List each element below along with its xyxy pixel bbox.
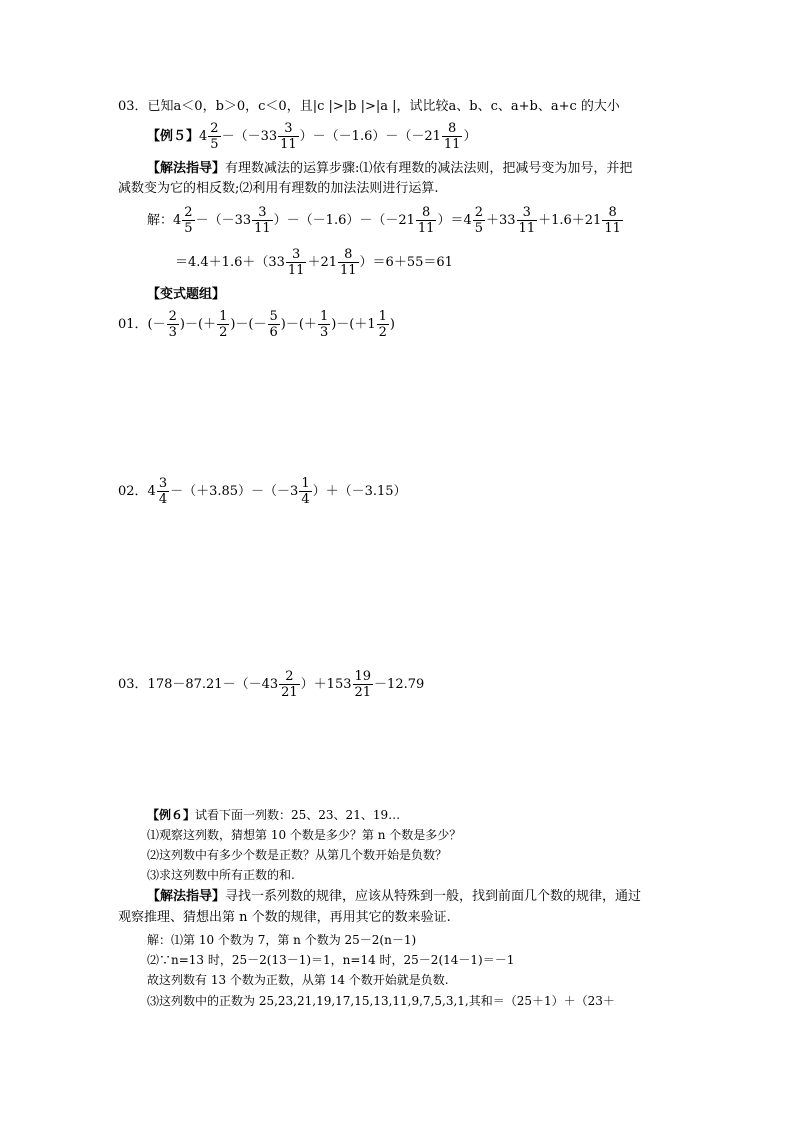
variant-problem-03: 03．178－87.21－（－43 $\frac{2}{21}$ ）＋153 $\frac{19}{21}$ －12.79: [118, 669, 425, 700]
whole-number: 4: [199, 129, 208, 144]
expression-text: －（－33: [221, 129, 278, 144]
example-6-question-1: ⑴观察这列数，猜想第 10 个数是多少？第 n 个数是多少？: [147, 828, 462, 842]
fraction: $\frac{3}{11}$: [280, 121, 297, 152]
example-5: [147, 120, 476, 154]
fraction: $\frac{2}{5}$: [210, 121, 219, 152]
solution-2-line4: ⑶这列数中的正数为 25,23,21,19,17,15,13,11,9,7,5,3,1,其和＝（25＋1）＋（23＋: [147, 994, 615, 1008]
example-6-question-3: ⑶求这列数中所有正数的和.: [147, 868, 295, 882]
variant-problem-01: 01．(－ $\frac{2}{3}$ )－(＋ $\frac{1}{2}$ )－(－ $\frac{5}{6}$ )－(＋ $\frac{1}{3}$ )－(＋1 $\frac{1}{2}$ ): [118, 309, 395, 340]
example-6-label: 【例６】: [147, 808, 196, 822]
solution-1-line2: ＝4.4＋1.6＋（33 $\frac{3}{11}$ ＋21 $\frac{8}{11}$ ）＝6＋55＝61: [175, 247, 453, 278]
solution-guide-1-line2: 减数变为它的相反数;⑵利用有理数的加法法则进行运算.: [118, 181, 439, 196]
problem-03-text: 03．已知a＜0，b＞0，c＜0，且|c |>|b |>|a |，试比较a、b、c、a+b、a+c 的大小: [118, 99, 620, 114]
solution-guide-2-line1: [147, 889, 641, 905]
solution-2-line1: 解：⑴第 10 个数为 7，第 n 个数为 25－2(n－1): [147, 933, 417, 947]
solution-2-line3: 故这列数有 13 个数为正数，从第 14 个数开始就是负数.: [147, 973, 449, 987]
example-5-label: 【例５】: [147, 129, 200, 144]
solution-guide-label: 【解法指导】: [147, 889, 226, 904]
expression-text: ）: [463, 129, 477, 144]
variant-group-label: 【变式题组】: [147, 287, 226, 302]
guide-text: 寻找一系列数的规律，应该从特殊到一般，找到前面几个数的规律，通过: [225, 889, 642, 904]
variant-problem-02: 02．4 $\frac{3}{4}$ －（＋3.85）－（－3 $\frac{1}{4}$ ）＋（－3.15）: [118, 476, 407, 507]
fraction: $\frac{8}{11}$: [443, 121, 461, 152]
solution-1-line1: 解：4 $\frac{2}{5}$ －（－33 $\frac{3}{11}$ ）－（－1.6）－（－21 $\frac{8}{11}$ ）＝4 $\frac{2}{5}$ ＋33 $\frac{3}{11}$ ＋1.6＋21 $\frac{8}{11}$: [147, 205, 621, 236]
guide-text: 有理数减法的运算步骤:⑴依有理数的减法法则，把减号变为加号，并把: [225, 161, 633, 176]
example-6: [147, 807, 400, 823]
expression-text: ）－（－1.6）－（－21: [299, 129, 441, 144]
solution-guide-1-line1: [147, 161, 632, 177]
solution-guide-2-line2: 观察推理、猜想出第 n 个数的规律，再用其它的数来验证.: [118, 910, 451, 925]
solution-guide-label: 【解法指导】: [147, 161, 226, 176]
example-6-question-2: ⑵这列数中有多少个数是正数？从第几个数开始是负数？: [147, 848, 448, 862]
solution-2-line2: ⑵∵n=13 时，25－2(13－1)＝1，n=14 时，25－2(14－1)＝－1: [147, 953, 515, 967]
example-6-text: 试看下面一列数：25、23、21、19…: [195, 808, 401, 822]
